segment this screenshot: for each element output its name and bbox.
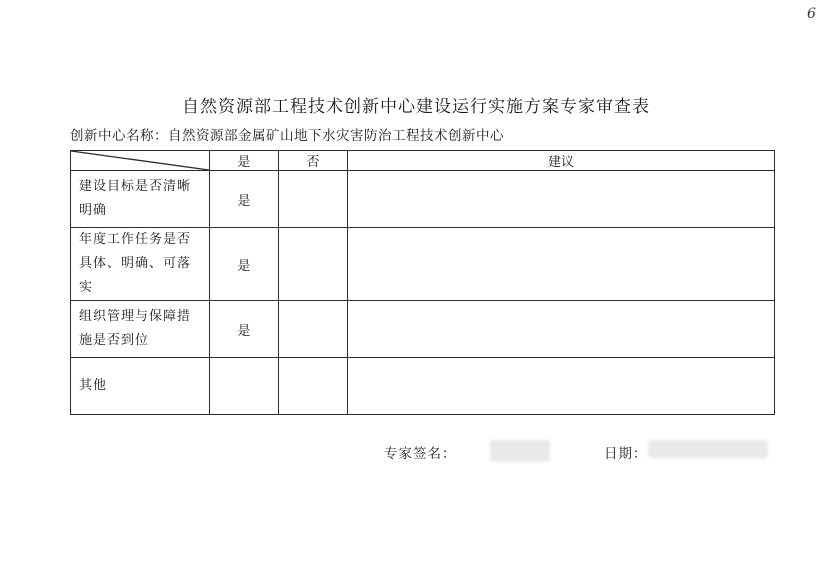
yes-answer[interactable]: 是 <box>210 171 279 228</box>
diagonal-line <box>71 151 209 170</box>
table-row <box>71 171 775 228</box>
signature-label: 专家签名： <box>384 446 457 462</box>
table-row <box>71 228 775 301</box>
no-answer[interactable] <box>279 301 348 358</box>
header-suggestion: 建议 <box>348 151 775 171</box>
suggestion-cell[interactable] <box>348 301 775 358</box>
table-row <box>71 358 775 415</box>
form-title: 自然资源部工程技术创新中心建设运行实施方案专家审查表 <box>182 97 650 117</box>
table-header-row <box>71 151 775 171</box>
redacted-date <box>648 440 768 458</box>
review-item: 组织管理与保障措施是否到位 <box>71 301 210 358</box>
date-label: 日期： <box>604 446 648 462</box>
table-row <box>71 301 775 358</box>
review-item: 其他 <box>71 358 210 415</box>
yes-answer[interactable] <box>210 358 279 415</box>
suggestion-cell[interactable] <box>348 358 775 415</box>
review-item: 年度工作任务是否具体、明确、可落实 <box>71 228 210 301</box>
innovation-center-name: 创新中心名称：自然资源部金属矿山地下水灾害防治工程技术创新中心 <box>70 128 504 144</box>
header-yes: 是 <box>210 151 279 171</box>
header-no: 否 <box>279 151 348 171</box>
redacted-signature <box>490 440 550 462</box>
header-diagonal-cell <box>71 151 210 171</box>
no-answer[interactable] <box>279 228 348 301</box>
suggestion-cell[interactable] <box>348 228 775 301</box>
page-number: 6 <box>807 6 816 22</box>
review-table <box>70 150 775 415</box>
suggestion-cell[interactable] <box>348 171 775 228</box>
yes-answer[interactable]: 是 <box>210 228 279 301</box>
no-answer[interactable] <box>279 358 348 415</box>
review-item: 建设目标是否清晰明确 <box>71 171 210 228</box>
no-answer[interactable] <box>279 171 348 228</box>
yes-answer[interactable]: 是 <box>210 301 279 358</box>
